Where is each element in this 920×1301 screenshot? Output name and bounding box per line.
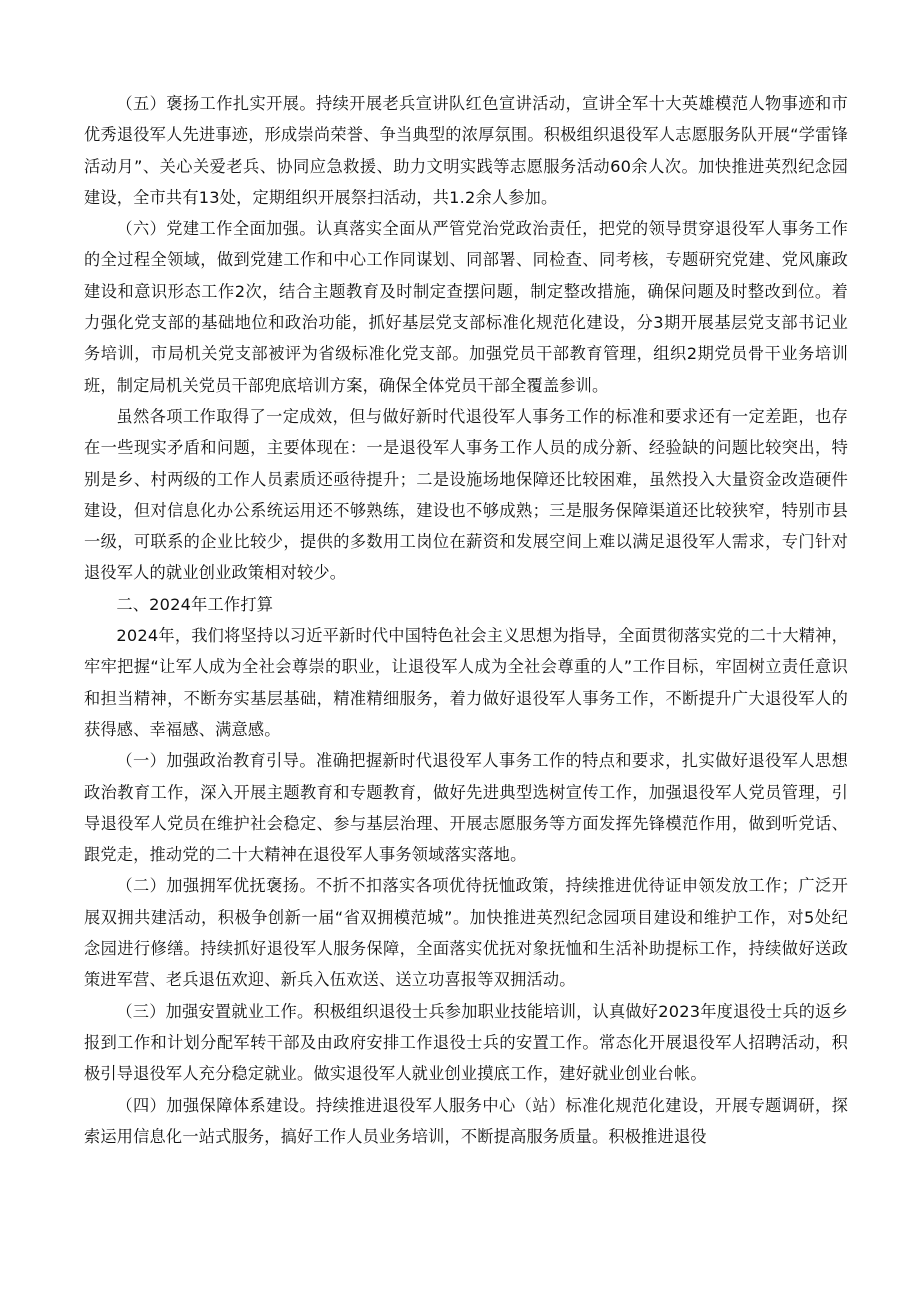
- paragraph-plan-1-political-education: （一）加强政治教育引导。准确把握新时代退役军人事务工作的特点和要求，扎实做好退役军人思想政治教育工作，深入开展主题教育和专题教育，做好先进典型选树宣传工作，加强退役军人党员管理，引导退役军人党员在维护社会稳定、参与基层治理、开展志愿服务等方面发挥先锋模范作用，做到听党话、跟党走，推动党的二十大精神在退役军人事务领域落实落地。: [84, 751, 848, 865]
- paragraph-section-6-party-building: （六）党建工作全面加强。认真落实全面从严管党治党政治责任，把党的领导贯穿退役军人事务工作的全过程全领域，做到党建工作和中心工作同谋划、同部署、同检查、同考核，专题研究党建、党风廉政建设和意识形态工作2次，结合主题教育及时制定查摆问题，制定整改措施，确保问题及时整改到位。着力强化党支部的基础地位和政治功能，抓好基层党支部标准化规范化建设，分3期开展基层党支部书记业务培训，市局机关党支部被评为省级标准化党支部。加强党员干部教育管理，组织2期党员骨干业务培训班，制定局机关党员干部兜底培训方案，确保全体党员干部全覆盖参训。: [84, 219, 848, 395]
- paragraph-2024-overview: 2024年，我们将坚持以习近平新时代中国特色社会主义思想为指导，全面贯彻落实党的二十大精神，牢牢把握“让军人成为全社会尊崇的职业，让退役军人成为全社会尊重的人”工作目标，牢固树立责任意识和担当精神，不断夯实基层基础，精准精细服务，着力做好退役军人事务工作，不断提升广大退役军人的获得感、幸福感、满意感。: [84, 626, 848, 739]
- paragraph-plan-2-military-support: （二）加强拥军优抚褒扬。不折不扣落实各项优待抚恤政策，持续推进优待证申领发放工作；广泛开展双拥共建活动，积极争创新一届“省双拥模范城”。加快推进英烈纪念园项目建设和维护工作，对5处纪念园进行修缮。持续抓好退役军人服务保障，全面落实优抚对象抚恤和生活补助提标工作，持续做好送政策进军营、老兵退伍欢迎、新兵入伍欢送、送立功喜报等双拥活动。: [84, 876, 848, 990]
- paragraph-section-5-commemoration: （五）褒扬工作扎实开展。持续开展老兵宣讲队红色宣讲活动，宣讲全军十大英雄模范人物事迹和市优秀退役军人先进事迹，形成崇尚荣誉、争当典型的浓厚氛围。积极组织退役军人志愿服务队开展“学雷锋活动月”、关心关爱老兵、协同应急救援、助力文明实践等志愿服务活动60余人次。加快推进英烈纪念园建设，全市共有13处，定期组织开展祭扫活动，共1.2余人参加。: [84, 94, 848, 207]
- paragraph-plan-3-employment: （三）加强安置就业工作。积极组织退役士兵参加职业技能培训，认真做好2023年度退役士兵的返乡报到工作和计划分配军转干部及由政府安排工作退役士兵的安置工作。常态化开展退役军人招聘活动，积极引导退役军人充分稳定就业。做实退役军人就业创业摸底工作，建好就业创业台帐。: [84, 1001, 848, 1084]
- paragraph-problems-summary: 虽然各项工作取得了一定成效，但与做好新时代退役军人事务工作的标准和要求还有一定差距，也存在一些现实矛盾和问题，主要体现在：一是退役军人事务工作人员的成分新、经验缺的问题比较突出，特别是乡、村两级的工作人员素质还亟待提升；二是设施场地保障还比较困难，虽然投入大量资金改造硬件建设，但对信息化办公系统运用还不够熟练，建设也不够成熟；三是服务保障渠道还比较狭窄，特别市县一级，可联系的企业比较少，提供的多数用工岗位在薪资和发展空间上难以满足退役军人需求，专门针对退役军人的就业创业政策相对较少。: [84, 406, 848, 583]
- section-heading-2024-plan: 二、2024年工作打算: [116, 594, 274, 614]
- paragraph-plan-4-security-system: （四）加强保障体系建设。持续推进退役军人服务中心（站）标准化规范化建设，开展专题调研，探索运用信息化一站式服务，搞好工作人员业务培训，不断提高服务质量。积极推进退役: [84, 1095, 848, 1146]
